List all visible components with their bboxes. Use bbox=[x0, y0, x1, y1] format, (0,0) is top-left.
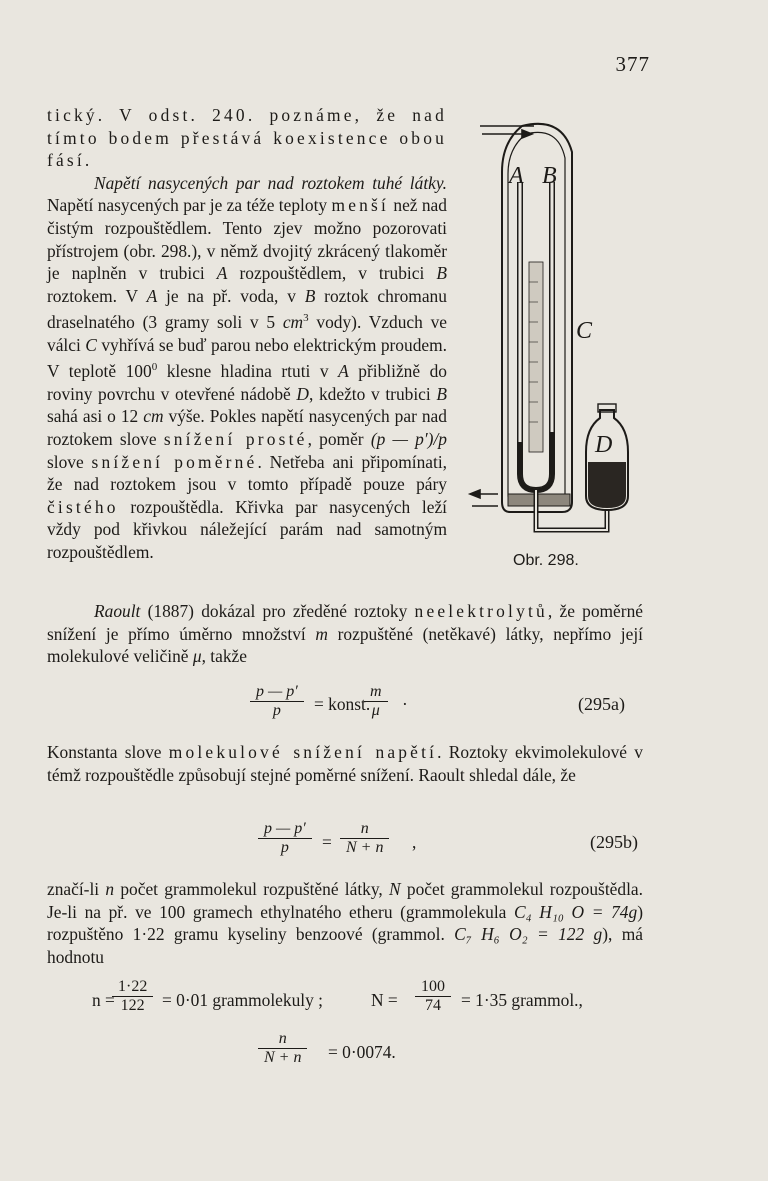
apparatus-figure bbox=[462, 112, 642, 582]
eq-295b-label: (295b) bbox=[590, 832, 638, 852]
eq-295b-eq: = bbox=[322, 832, 332, 852]
paragraph-znaci: značí-li n počet grammolekul rozpuštěné látky, N počet grammolekul rozpouštědla. Je-li na př. ve 100 gramech ethylnatého etheru (grammolekula C₄ H₁₀ O = 74g) rozpuštěno 1·22 gramu kyseliny benzoové (grammol. C₇ H₆ O₂ = 122 g), má hodnotu bbox=[47, 879, 643, 967]
eq-final-fraction: $\frac{n}{N + n}$ bbox=[258, 1030, 307, 1067]
eq-295a-middle: = konst. bbox=[314, 694, 371, 714]
eq-n-fraction: $\frac{1\cdot 22}{122}$ bbox=[112, 978, 153, 1015]
eq-295a-fraction-left: $\frac{p — p'}{p}$ bbox=[250, 683, 304, 720]
eq-N-lhs: N = bbox=[371, 990, 398, 1010]
paragraph-raoult: Raoult (1887) dokázal pro zředěné roztoky neelektrolytů, že poměrné snížení je přímo úměrno množství m rozpuštěné (netěkavé) látky, nepřímo její molekulové veličině μ, takže bbox=[47, 601, 643, 667]
eq-295b-tail: , bbox=[412, 832, 417, 852]
eq-295a-tail: · bbox=[402, 694, 408, 714]
eq-295b-fraction-left: $\frac{p — p'}{p}$ bbox=[258, 820, 312, 857]
paragraph-konstanta: Konstanta slove molekulové snížení napětí. Roztoky ekvimolekulové v témž rozpouštědle způsobují stejné poměrné snížení. Raoult shledal dále, že bbox=[47, 742, 643, 785]
label-a: A bbox=[509, 163, 524, 189]
label-c: C bbox=[576, 318, 593, 344]
eq-295b-fraction-right: $\frac{n}{N + n}$ bbox=[340, 820, 389, 857]
label-b: B bbox=[542, 163, 557, 189]
page-number: 377 bbox=[615, 52, 650, 76]
eq-N-tail: = 1·35 grammol., bbox=[461, 990, 583, 1010]
eq-final-tail: = 0·0074. bbox=[328, 1042, 396, 1062]
base-plate bbox=[508, 494, 570, 506]
column-text bbox=[47, 104, 447, 563]
figure-caption: Obr. 298. bbox=[513, 552, 579, 569]
eq-n-mid: = 0·01 grammolekuly ; bbox=[162, 990, 323, 1010]
paragraph-napeti: Napětí nasycených par nad roztokem tuhé látky. Napětí nasycených par je za téže teploty menší než nad čistým rozpouštědlem. Tento zjev možno pozorovati přístrojem (obr. 298.), v němž dvojitý zkrácený tlakoměr je naplněn v trubici A rozpouštědlem, v trubici B roztokem. V A je na př. voda, v B roztok chromanu draselnatého (3 gramy soli v 5 $cm^3$ vody). Vzduch ve válci C vyhřívá se buď parou nebo elektrickým proudem. V teplotě $100^0$ klesne hladina rtuti v A přibližně do roviny povrchu v otevřené nádobě D, kdežto v trubici B sahá asi o 12 cm výše. Pokles napětí nasycených par nad roztokem slove snížení prosté, poměr (p — p′)/p slove snížení poměrné. Netřeba ani připomínati, že nad roztokem jsou v tomto případě pouze páry čistého rozpouštědla. Křivka par nasycených leží vždy pod křivkou náležející parám nad samotným rozpouštědlem. bbox=[47, 172, 447, 562]
scale-strip bbox=[529, 262, 543, 452]
eq-n-lhs: n = bbox=[92, 990, 115, 1010]
label-d: D bbox=[595, 432, 613, 458]
eq-N-fraction: $\frac{100}{74}$ bbox=[415, 978, 451, 1015]
eq-295a-label: (295a) bbox=[578, 694, 625, 714]
paragraph-intro: tický. V odst. 240. poznáme, že nad tímto bodem přestává koexistence obou fásí. bbox=[47, 105, 447, 171]
outlet-arrow bbox=[470, 490, 498, 506]
eq-295a-fraction-right: $\frac{m}{\mu}$ bbox=[364, 683, 388, 720]
inlet-arrow bbox=[480, 126, 534, 138]
